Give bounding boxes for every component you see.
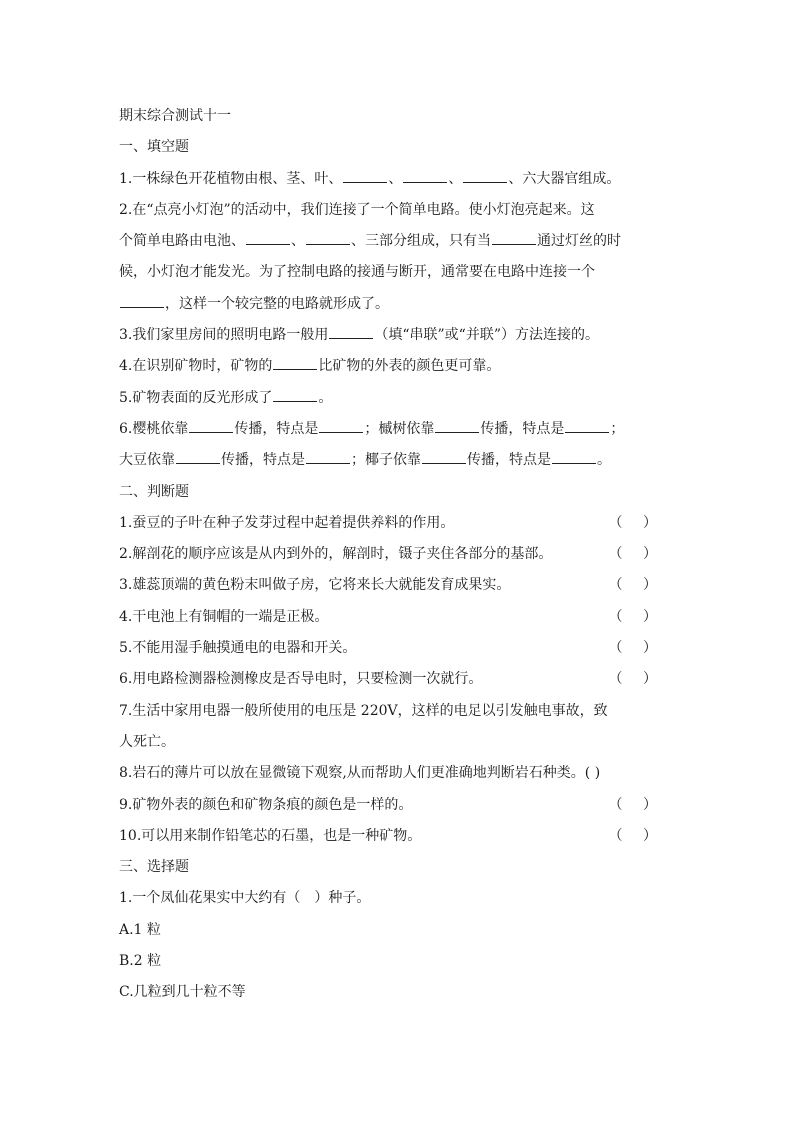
fill-question-3: 3.我们家里房间的照明电路一般用 （填“串联”或“并联”）方法连接的。: [119, 320, 675, 351]
answer-blank[interactable]: [189, 418, 233, 433]
answer-blank[interactable]: [306, 230, 350, 245]
document-page: [119, 101, 675, 1009]
fill-question-4: 4.在识别矿物时，矿物的 比矿物的外表的颜色更可靠。: [119, 351, 675, 382]
fill-question-5: 5.矿物表面的反光形成了 。: [119, 383, 675, 414]
document-title: 期末综合测试十一: [119, 108, 231, 124]
answer-paren[interactable]: （ ）: [608, 827, 665, 844]
choice-option-b[interactable]: B.2 粒: [119, 953, 162, 970]
fill-question-2-line-1: 2.在“点亮小灯泡”的活动中，我们连接了一个简单电路。使小灯泡亮起来。这: [119, 201, 595, 218]
choice-option-c[interactable]: C.几粒到几十粒不等: [119, 984, 246, 1001]
answer-paren[interactable]: （ ）: [608, 671, 665, 688]
section-heading-fill: 一、填空题: [119, 139, 189, 156]
answer-blank[interactable]: [565, 418, 609, 433]
answer-blank[interactable]: [552, 449, 596, 464]
judge-item: 10.可以用来制作铅笔芯的石墨，也是一种矿物。 （ ）: [119, 821, 675, 852]
section-heading-judge: 二、判断题: [119, 483, 189, 500]
fill-question-2-line-3: 候，小灯泡才能发光。为了控制电路的接通与断开，通常要在电路中连接一个: [119, 264, 595, 281]
choice-option-a[interactable]: A.1 粒: [119, 921, 161, 938]
answer-paren[interactable]: （ ）: [608, 640, 665, 657]
answer-blank[interactable]: [422, 449, 466, 464]
judge-item: 2.解剖花的顺序应该是从内到外的，解剖时，镊子夹住各部分的基部。 （ ）: [119, 539, 675, 570]
answer-paren[interactable]: （ ）: [608, 514, 665, 531]
judge-item-7-line-2: 人死亡。: [119, 733, 175, 750]
fill-question-6-line-1: 6.樱桃依靠 传播，特点是 ；槭树依靠 传播，特点是 ；: [119, 414, 675, 445]
fill-question-1: 1.一株绿色开花植物由根、茎、叶、 、 、 、六大器官组成。: [119, 164, 675, 195]
judge-item: 9.矿物外表的颜色和矿物条痕的颜色是一样的。 （ ）: [119, 790, 675, 821]
answer-blank[interactable]: [273, 387, 317, 402]
answer-blank[interactable]: [120, 293, 164, 308]
answer-paren[interactable]: （ ）: [608, 546, 665, 563]
judge-item: 1.蚕豆的子叶在种子发芽过程中起着提供养料的作用。 （ ）: [119, 508, 675, 539]
judge-item: 6.用电路检测器检测橡皮是否导电时，只要检测一次就行。 （ ）: [119, 664, 675, 695]
answer-blank[interactable]: [403, 168, 447, 183]
judge-item: 4.干电池上有铜帽的一端是正极。 （ ）: [119, 602, 675, 633]
fill-question-6-line-2: 大豆依靠 传播，特点是 ；椰子依靠 传播，特点是 。: [119, 445, 675, 476]
answer-paren[interactable]: （ ）: [608, 577, 665, 594]
answer-blank[interactable]: [435, 418, 479, 433]
judge-item-7-line-1: 7.生活中家用电器一般所使用的电压是 220V，这样的电足以引发触电事故，致: [119, 702, 608, 719]
answer-blank[interactable]: [176, 449, 220, 464]
answer-blank[interactable]: [463, 168, 507, 183]
section-heading-choice: 三、选择题: [119, 859, 189, 876]
judge-item: 5.不能用湿手触摸通电的电器和开关。 （ ）: [119, 633, 675, 664]
answer-paren[interactable]: （ ）: [608, 608, 665, 625]
fill-question-2-line-2: 个简单电路由电池、 、 、三部分组成，只有当 通过灯丝的时: [119, 226, 675, 257]
judge-item-8: 8.岩石的薄片可以放在显微镜下观察,从而帮助人们更准确地判断岩石种类。( ): [119, 765, 601, 782]
answer-paren[interactable]: （ ）: [608, 796, 665, 813]
fill-question-2-line-4: ，这样一个较完整的电路就形成了。: [119, 289, 675, 320]
answer-blank[interactable]: [319, 418, 363, 433]
judge-item: 3.雄蕊顶端的黄色粉末叫做子房，它将来长大就能发育成果实。 （ ）: [119, 570, 675, 601]
choice-question-1: 1.一个凤仙花果实中大约有（ ）种子。: [119, 890, 371, 907]
answer-blank[interactable]: [343, 168, 387, 183]
answer-blank[interactable]: [329, 324, 373, 339]
answer-blank[interactable]: [273, 355, 317, 370]
answer-blank[interactable]: [246, 230, 290, 245]
answer-blank[interactable]: [492, 230, 536, 245]
answer-blank[interactable]: [306, 449, 350, 464]
